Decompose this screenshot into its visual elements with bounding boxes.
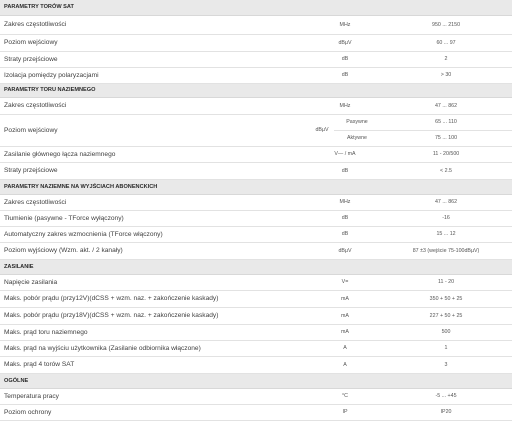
row-unit: mA (310, 307, 380, 324)
row-unit: V— / mA (310, 146, 380, 162)
row-unit: dB (310, 226, 380, 242)
row-unit: dB (310, 162, 380, 179)
passive-label: Pasywne (334, 114, 380, 130)
row-label: Maks. prąd na wyjściu użytkownika (Zasilanie odbiornika włączone) (0, 340, 310, 356)
table-row (0, 67, 512, 83)
row-label: Poziom ochrony (0, 404, 310, 420)
row-label: Temperatura pracy (0, 388, 310, 404)
table-row (0, 51, 512, 67)
row-label: Napięcie zasilania (0, 274, 310, 290)
row-value: < 2.5 (380, 162, 512, 179)
table-row (0, 146, 512, 162)
row-value: 500 (380, 324, 512, 340)
row-unit: V= (310, 274, 380, 290)
row-unit: °C (310, 388, 380, 404)
row-value: 1 (380, 340, 512, 356)
active-value: 75 ... 100 (380, 130, 512, 146)
row-label: Maks. pobór prądu (przy12V)(dCSS + wzm. naz. + zakończenie kaskady) (0, 290, 310, 307)
row-unit: dBµV (310, 242, 380, 259)
row-label: Maks. pobór prądu (przy18V)(dCSS + wzm. naz. + zakończenie kaskady) (0, 307, 310, 324)
row-label: Straty przejściowe (0, 162, 310, 179)
table-row (0, 404, 512, 420)
row-value: 3 (380, 356, 512, 373)
table-row (0, 340, 512, 356)
row-value: -5 ... +45 (380, 388, 512, 404)
table-row (0, 226, 512, 242)
table-row (0, 210, 512, 226)
table-row (0, 194, 512, 210)
table-row (0, 324, 512, 340)
row-value: 11 - 20/500 (380, 146, 512, 162)
row-unit: dB (310, 51, 380, 67)
row-value: 227 + 50 + 25 (380, 307, 512, 324)
row-value: 47 ... 862 (380, 194, 512, 210)
row-label: Poziom wejściowy (0, 34, 310, 51)
row-unit: IP (310, 404, 380, 420)
row-label: Zasilanie głównego łącza naziemnego (0, 146, 310, 162)
row-value: 2 (380, 51, 512, 67)
table-row (0, 162, 512, 179)
row-label: Zakres częstotliwości (0, 15, 310, 34)
row-label: Poziom wyjściowy (Wzm. akt. / 2 kanały) (0, 242, 310, 259)
table-row (0, 356, 512, 373)
section-header-power: ZASILANIE (0, 259, 512, 274)
row-unit: A (310, 340, 380, 356)
row-label: Maks. prąd toru naziemnego (0, 324, 310, 340)
section-header-terrestrial: PARAMETRY TORU NAZIEMNEGO (0, 83, 512, 97)
row-value: > 30 (380, 67, 512, 83)
row-unit: MHz (310, 194, 380, 210)
table-row (0, 242, 512, 259)
row-label: Zakres częstotliwości (0, 97, 310, 114)
table-row (0, 97, 512, 114)
row-value: 11 - 20 (380, 274, 512, 290)
section-header-general: OGÓLNE (0, 373, 512, 388)
row-value: 60 ... 97 (380, 34, 512, 51)
row-unit: mA (310, 290, 380, 307)
row-unit: MHz (310, 15, 380, 34)
row-unit: dB (310, 210, 380, 226)
row-unit: dBµV (310, 114, 334, 146)
row-label: Maks. prąd 4 torów SAT (0, 356, 310, 373)
row-label: Automatyczny zakres wzmocnienia (TForce włączony) (0, 226, 310, 242)
section-header-sat: PARAMETRY TORÓW SAT (0, 0, 512, 15)
row-value: 15 ... 12 (380, 226, 512, 242)
row-value: 87 ±3 (wejście 75-100dBµV) (380, 242, 512, 259)
table-row (0, 388, 512, 404)
row-value: 47 ... 862 (380, 97, 512, 114)
row-value: IP20 (380, 404, 512, 420)
row-unit: dB (310, 67, 380, 83)
row-unit: A (310, 356, 380, 373)
row-unit: MHz (310, 97, 380, 114)
row-unit: dBµV (310, 34, 380, 51)
table-row (0, 114, 512, 130)
row-value: 350 + 50 + 25 (380, 290, 512, 307)
table-row (0, 290, 512, 307)
row-value: 950 ... 2150 (380, 15, 512, 34)
active-label: Aktywne (334, 130, 380, 146)
table-row (0, 15, 512, 34)
row-label: Izolacja pomiędzy polaryzacjami (0, 67, 310, 83)
passive-value: 65 ... 110 (380, 114, 512, 130)
row-unit: mA (310, 324, 380, 340)
row-label: Zakres częstotliwości (0, 194, 310, 210)
section-header-outputs: PARAMETRY NAZIEMNE NA WYJŚCIACH ABONENCKICH (0, 179, 512, 194)
row-value: -16 (380, 210, 512, 226)
row-label: Tłumienie (pasywne - TForce wyłączony) (0, 210, 310, 226)
row-label: Straty przejściowe (0, 51, 310, 67)
table-row (0, 307, 512, 324)
row-label: Poziom wejściowy (0, 114, 310, 146)
table-row (0, 274, 512, 290)
table-row (0, 34, 512, 51)
